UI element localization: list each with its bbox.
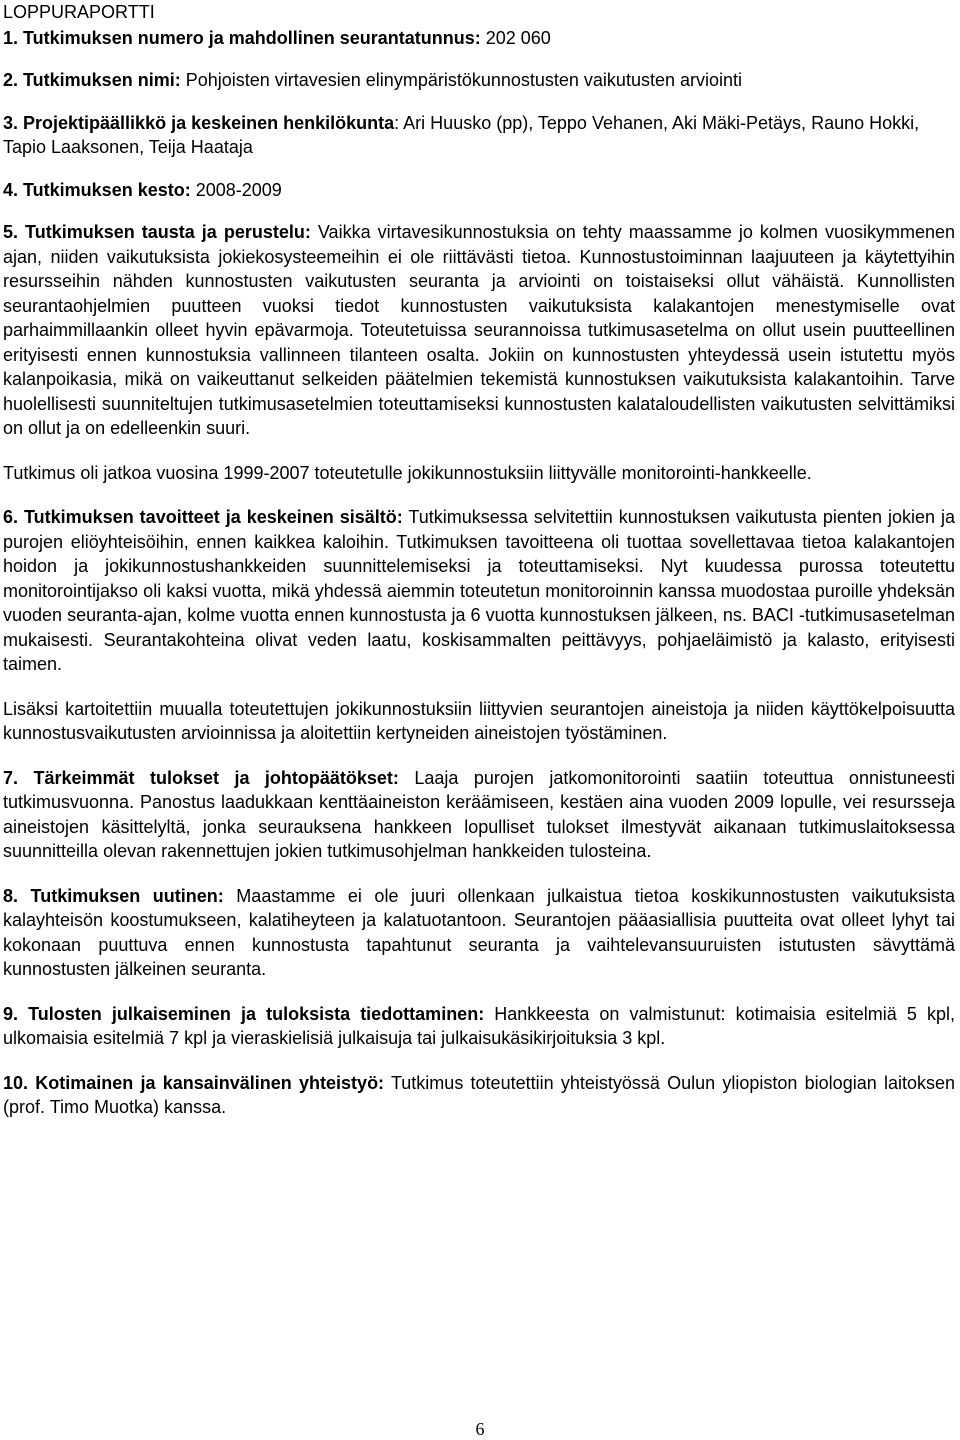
section-2 [3, 68, 955, 93]
section-6 [3, 505, 955, 677]
section-10-text: Tutkimus toteutettiin yhteistyössä Oulun yliopiston biologian laitoksen (prof. Timo Muotka) kanssa. [3, 1072, 955, 1117]
section-10 [3, 1071, 955, 1120]
section-9 [3, 1002, 955, 1051]
section-9-text: Hankkeesta on valmistunut: kotimaisia esitelmiä 5 kpl, ulkomaisia esitelmiä 7 kpl ja vieraskielisiä julkaisuja tai julkaisukäsikirjoituksia 3 kpl. [3, 1003, 955, 1048]
section-7-label: 7. Tärkeimmät tulokset ja johtopäätökset: [3, 767, 399, 788]
section-3-text: : Ari Huusko (pp), Teppo Vehanen, Aki Mäki-Petäys, Rauno Hokki, Tapio Laaksonen, Teija Haataja [3, 112, 920, 157]
section-5-label: 5. Tutkimuksen tausta ja perustelu: [3, 222, 311, 242]
page-number: 6 [475, 1419, 485, 1439]
section-5-extra: Tutkimus oli jatkoa vuosina 1999-2007 toteutetulle jokikunnostuksiin liittyvälle monitorointi-hankkeelle. [3, 462, 812, 483]
report-title: LOPPURAPORTTI [3, 2, 155, 22]
document-page [3, 0, 955, 1140]
section-8 [3, 884, 955, 982]
section-9-label: 9. Tulosten julkaiseminen ja tuloksista tiedottaminen: [3, 1003, 485, 1024]
section-1-text: 202 060 [480, 27, 551, 48]
section-2-text: Pohjoisten virtavesien elinympäristökunnostusten vaikutusten arviointi [180, 70, 742, 90]
section-6-text: Tutkimuksessa selvitettiin kunnostuksen vaikutusta pienten jokien ja purojen eliöyhteisöihin, ennen kaikkea kaloihin. Tutkimuksen tavoitteena oli tuottaa sovellettavaa tietoa kalakantojen hoidon ja jokikunnostushankkeiden suunnittelemiseksi ja toteuttamiseksi. Nyt kuudessa purossa toteutettu monitorointijakso oli kaksi vuotta, mikä yhdessä aiemmin toteutetun monitoroinnin kanssa muodostaa puroille yhdeksän vuoden seuranta-ajan, kolme vuotta ennen kunnostusta ja 6 vuotta kunnostuksen jälkeen, ns. BACI -tutkimusasetelman mukaisesti. Seurantakohteina olivat veden laatu, koskisammalten peittävyys, pohjaeläimistö ja kalasto, erityisesti taimen. [3, 507, 955, 674]
section-3 [3, 111, 955, 160]
section-4-text: 2008-2009 [190, 179, 282, 200]
section-6-label: 6. Tutkimuksen tavoitteet ja keskeinen sisältö: [3, 507, 403, 527]
section-4-label: 4. Tutkimuksen kesto: [3, 179, 191, 200]
section-10-label: 10. Kotimainen ja kansainvälinen yhteistyö: [3, 1072, 385, 1093]
section-3-label: 3. Projektipäällikkö ja keskeinen henkilökunta [3, 112, 395, 133]
section-5-text: Vaikka virtavesikunnostuksia on tehty maassamme jo kolmen vuosikymmenen ajan, niiden vaikutuksista jokiekosysteemeihin ei ole riittävästi tietoa. Kunnostustoiminnan laajuuteen ja käytettyihin resursseihin nähden kunnostusten vaikutusten seuranta ja arviointi on toistaiseksi ollut vähäistä. Kunnollisten seurantaohjelmien puutteen vuoksi tiedot kunnostusten vaikutuksista kalakantojen menestymiselle ovat parhaimmillaankin olleet hyvin epävarmoja. Toteutetuissa seurannoissa tutkimusasetelma on ollut usein puutteellinen erityisesti ennen kunnostuksia vallinneen tilanteen osalta. Jokiin on kunnostusten yhteydessä usein istutettu myös kalanpoikasia, mikä on vaikeuttanut selkeiden päätelmien tekemistä kunnostuksen vaikutuksista kalakantoihin. Tarve huolellisesti suunniteltujen tutkimusasetelmien toteuttamiseksi kunnostusten kalataloudellisten vaikutusten selvittämiksi on ollut ja on edelleenkin suuri. [3, 222, 956, 438]
section-7-text: Laaja purojen jatkomonitorointi saatiin toteuttua onnistuneesti tutkimusvuonna. Panostus laadukkaan kenttäaineiston keräämiseen, kestäen aina vuoden 2009 lopulle, vei resursseja aineistojen käsittelyltä, jonka seurauksena hankkeen lopulliset tulokset ilmestyvät aikanaan tutkimuslaitoksessa suunnitteilla olevan rakennettujen jokien tutkimusohjelman hankkeiden tulosteina. [3, 767, 956, 861]
section-5 [3, 220, 955, 441]
section-2-label: 2. Tutkimuksen nimi: [3, 70, 181, 90]
section-8-label: 8. Tutkimuksen uutinen: [3, 885, 224, 906]
section-7 [3, 766, 955, 864]
section-1 [3, 26, 955, 51]
section-6-extra: Lisäksi kartoitettiin muualla toteutettujen jokikunnostuksiin liittyvien seurantojen aineistoja ja niiden käyttökelpoisuutta kunnostusvaikutusten arvioinnissa ja aloitettiin kertyneiden aineistojen työstäminen. [3, 698, 955, 743]
section-4 [3, 178, 955, 203]
section-1-label: 1. Tutkimuksen numero ja mahdollinen seurantatunnus: [3, 27, 481, 48]
section-8-text: Maastamme ei ole juuri ollenkaan julkaistua tietoa koskikunnostusten vaikutuksista kalayhteisön koostumukseen, kalatiheyteen ja kalatuotantoon. Seurantojen pääasiallisia puutteita ovat olleet lyhyt tai kokonaan puuttuva ennen kunnostusta tapahtunut seuranta ja vaihtelevansuuruisten istutusten sävyttämä kunnostusten jälkeinen seuranta. [3, 885, 955, 979]
